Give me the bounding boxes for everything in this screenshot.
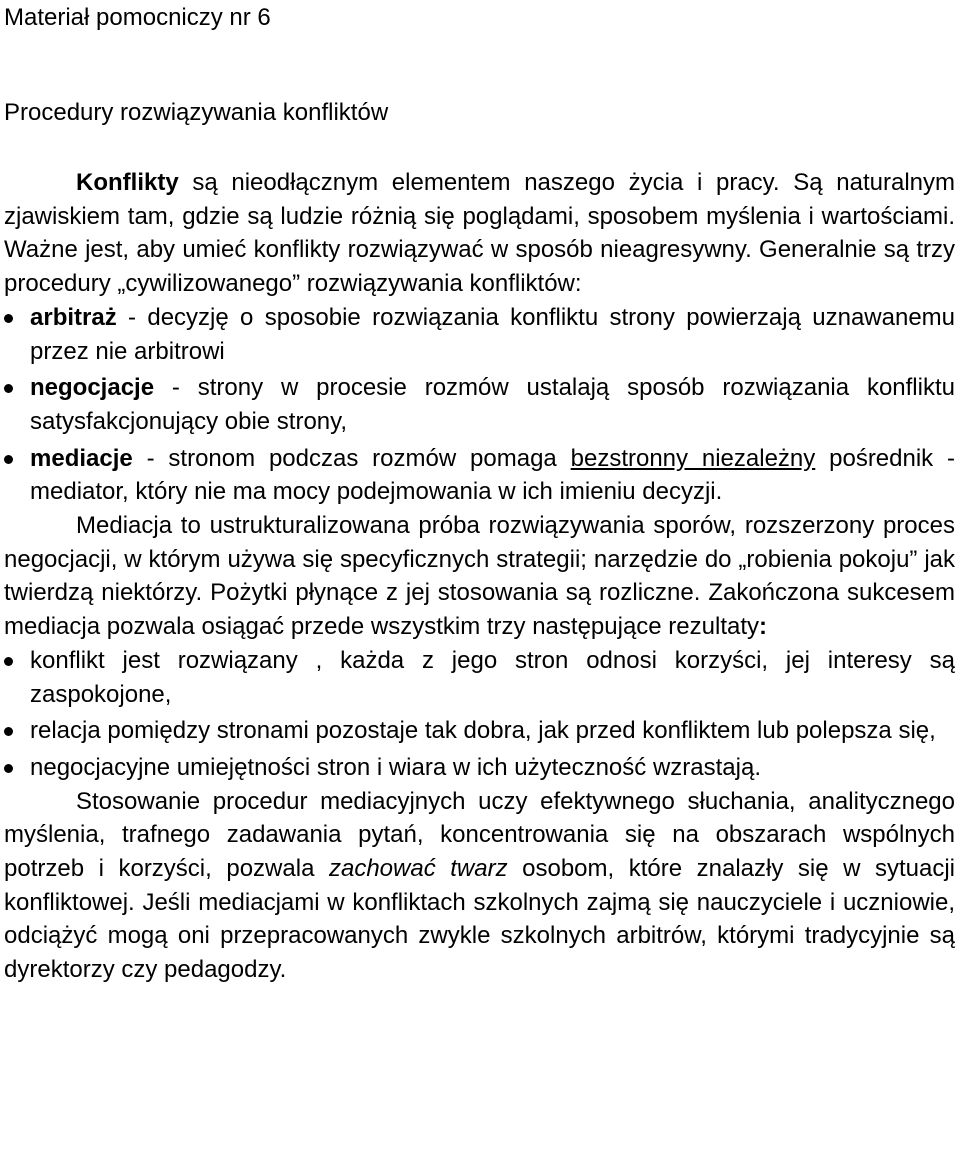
intro-lead-term: Konflikty xyxy=(76,169,179,196)
bullet-icon xyxy=(4,314,13,323)
procedure-text: - decyzję o sposobie rozwiązania konfliktu strony powierzają uznawanemu przez nie arbitrowi xyxy=(30,303,955,365)
mediation-text: Mediacja to ustrukturalizowana próba rozwiązywania sporów, rozszerzony proces negocjacji, w którym używa się specyficznych strategii; narzędzie do „robienia pokoju” jak twierdzą niektórzy. Pożytki płynące z jej stosowania są rozliczne. Zakończona sukcesem mediacja pozwala osiągać przede wszystkim trzy następujące rezultaty xyxy=(4,512,955,641)
mediation-colon: : xyxy=(759,613,768,641)
list-item xyxy=(4,442,955,509)
list-item xyxy=(4,371,955,438)
bullet-icon xyxy=(4,657,13,666)
list-item xyxy=(4,751,955,785)
document-label: Materiał pomocniczy nr 6 xyxy=(4,4,271,31)
closing-text-after: osobom, które znalazły się w sytuacji konfliktowej. Jeśli mediacjami w konfliktach szkolnych zajmą się nauczyciele i uczniowie, odciążyć mogą oni przepracowanych zwykle szkolnych arbitrów, którymi tradycyjnie są dyrektorzy czy pedagodzy. xyxy=(4,855,955,984)
closing-text: Stosowanie procedur mediacyjnych uczy efektywnego słuchania, analitycznego myślenia, trafnego zadawania pytań, koncentrowania się na obszarach wspólnych potrzeb i korzyści, pozwala xyxy=(4,787,955,883)
list-item xyxy=(4,714,955,748)
procedure-term: arbitraż xyxy=(30,303,117,331)
underlined-phrase: bezstronny niezależny xyxy=(570,444,816,472)
procedure-text: - stronom podczas rozmów pomaga xyxy=(132,444,571,472)
result-text: negocjacyjne umiejętności stron i wiara w ich użyteczność wzrastają. xyxy=(30,753,761,781)
intro-text: są nieodłącznym elementem naszego życia i pracy. Są naturalnym zjawiskiem tam, gdzie są ludzie różnią się poglądami, sposobem myślenia i wartościami. Ważne jest, aby umieć konflikty rozwiązywać w sposób nieagresywny. Generalnie są trzy procedury „cywilizowanego” rozwiązywania konfliktów: xyxy=(4,169,955,298)
italic-phrase: zachować twarz xyxy=(328,855,508,883)
procedure-text-after: pośrednik - mediator, który nie ma mocy podejmowania w ich imieniu decyzji. xyxy=(30,444,956,506)
result-text: relacja pomiędzy stronami pozostaje tak dobra, jak przed konfliktem lub polepsza się, xyxy=(30,717,936,745)
result-text: konflikt jest rozwiązany , każda z jego stron odnosi korzyści, jej interesy są zaspokojone, xyxy=(30,646,955,708)
mediation-paragraph xyxy=(4,509,955,644)
procedure-term: negocjacje xyxy=(30,374,155,402)
document-body xyxy=(4,166,955,987)
procedures-list xyxy=(4,301,955,509)
document-title: Procedury rozwiązywania konfliktów xyxy=(4,99,389,126)
list-item xyxy=(4,301,955,368)
list-item xyxy=(4,644,955,711)
procedure-text: - strony w procesie rozmów ustalają sposób rozwiązania konfliktu satysfakcjonujący obie strony, xyxy=(30,374,955,435)
results-list xyxy=(4,644,955,785)
intro-paragraph xyxy=(4,166,955,301)
procedure-term: mediacje xyxy=(30,444,133,472)
bullet-icon xyxy=(4,727,13,736)
closing-paragraph xyxy=(4,785,955,987)
bullet-icon xyxy=(4,455,13,464)
bullet-icon xyxy=(4,764,13,773)
bullet-icon xyxy=(4,384,13,393)
